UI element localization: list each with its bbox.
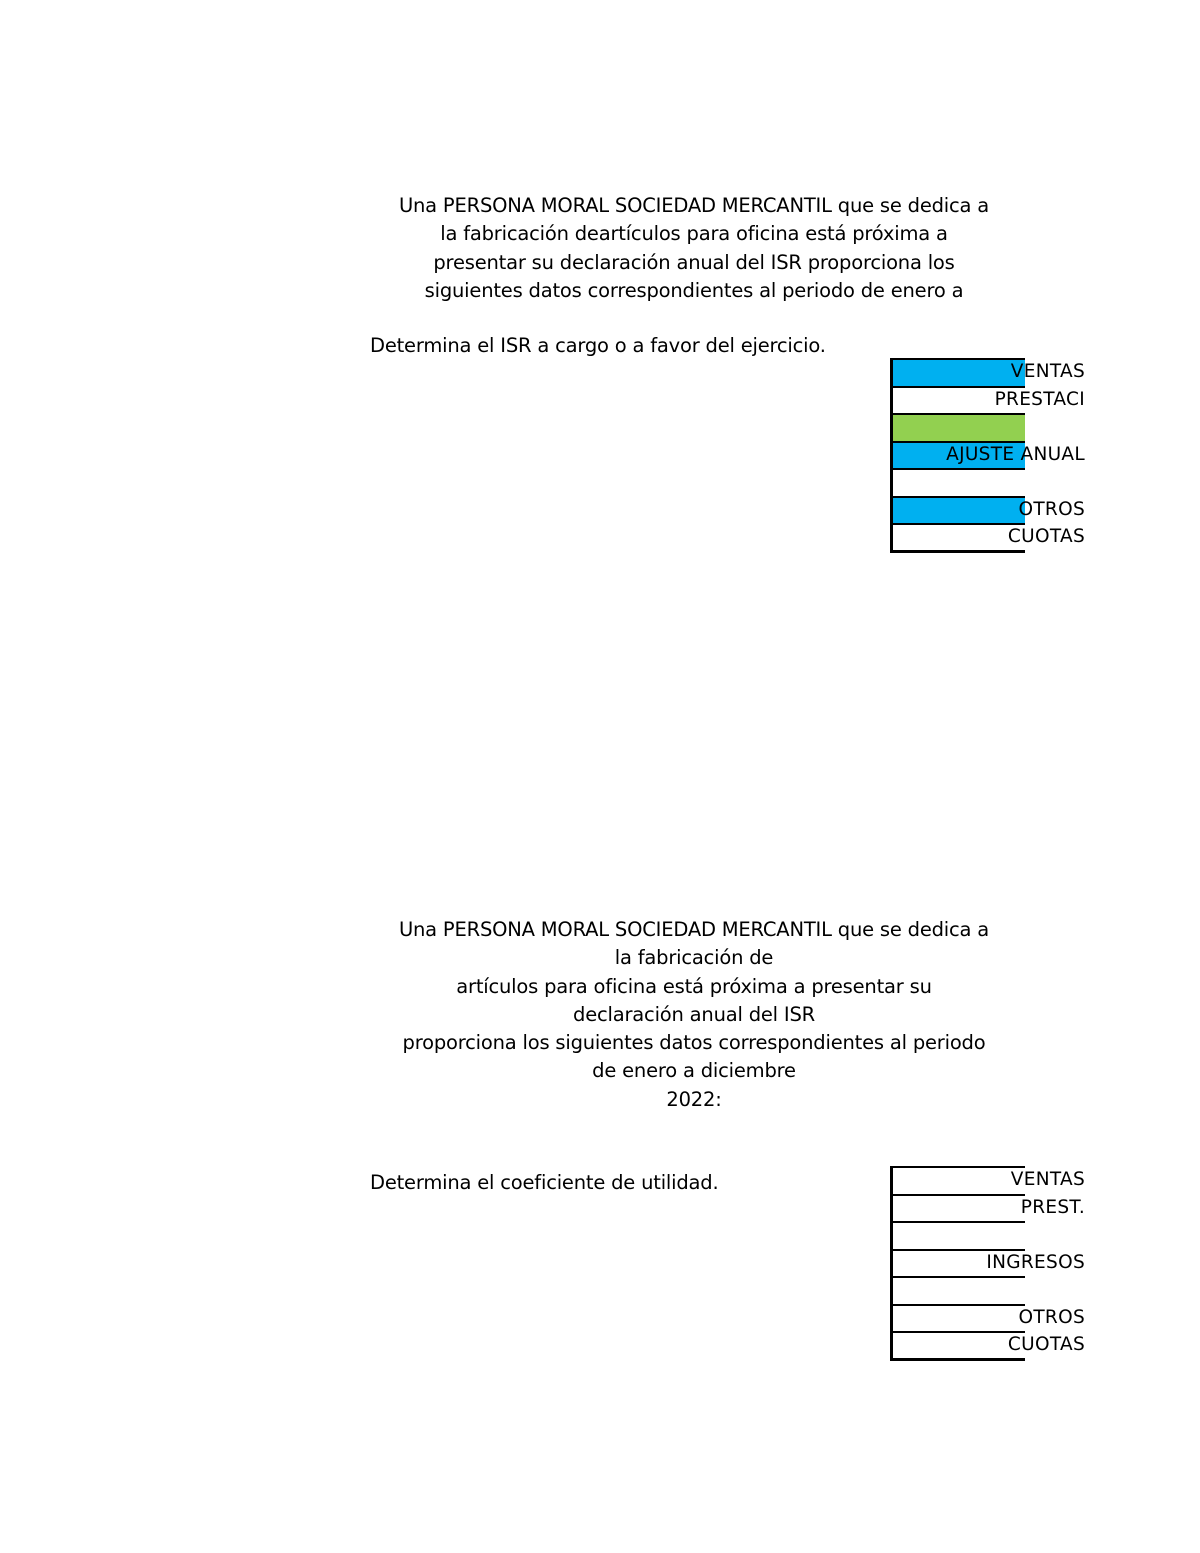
instruction-2: Determina el coeficiente de utilidad. [370, 1171, 719, 1194]
problem-statement-2 [366, 916, 1022, 1114]
table-row [890, 413, 1025, 441]
table-row [890, 1304, 1085, 1332]
paragraph-line: declaración anual del ISR [573, 1002, 815, 1026]
table-cell-label: INGRESOS [986, 1251, 1085, 1273]
paragraph-line: de enero a diciembre [592, 1059, 796, 1083]
paragraph-line: 2022: [666, 1087, 722, 1111]
table-cell-label: AJUSTE ANUAL [946, 443, 1085, 465]
table-row [890, 1276, 1025, 1304]
paragraph-line: presentar su declaración anual del ISR proporciona los [433, 250, 955, 274]
instruction-1: Determina el ISR a cargo o a favor del ejercicio. [370, 334, 826, 357]
table-row [890, 496, 1085, 524]
table-row [890, 523, 1085, 553]
table-row [890, 1166, 1085, 1194]
table-row [890, 1221, 1025, 1249]
paragraph-line: Una PERSONA MORAL SOCIEDAD MERCANTIL que se dedica a [398, 194, 990, 217]
table-row [890, 468, 1025, 496]
table-cell-label: PREST. [1020, 1196, 1085, 1218]
table-cell-label: VENTAS [1010, 361, 1085, 382]
table-cell-label: OTROS [1018, 498, 1085, 520]
paragraph-line: artículos para oficina está próxima a presentar su [456, 974, 932, 998]
table-cell-label: CUOTAS [1007, 526, 1085, 547]
paragraph-line: la fabricación deartículos para oficina está próxima a [440, 222, 948, 246]
paragraph-line: siguientes datos correspondientes al periodo de enero a [424, 278, 964, 302]
data-table-2 [890, 1166, 1085, 1361]
paragraph-line: proporciona los siguientes datos correspondientes al periodo [402, 1031, 986, 1055]
table-row [890, 386, 1085, 414]
problem-statement-1 [366, 192, 1022, 305]
table-row [890, 441, 1085, 469]
paragraph-line: Una PERSONA MORAL SOCIEDAD MERCANTIL que se dedica a [398, 918, 990, 941]
table-row [890, 1249, 1085, 1277]
table-row [890, 358, 1085, 386]
data-table-1 [890, 358, 1085, 553]
table-cell-label: VENTAS [1010, 1169, 1085, 1190]
table-cell-label: CUOTAS [1007, 1334, 1085, 1355]
paragraph-line: la fabricación de [614, 946, 774, 970]
table-row [890, 1194, 1085, 1222]
table-cell-label: OTROS [1018, 1306, 1085, 1328]
table-row [890, 1331, 1085, 1361]
table-cell-label: PRESTACI [994, 388, 1085, 410]
